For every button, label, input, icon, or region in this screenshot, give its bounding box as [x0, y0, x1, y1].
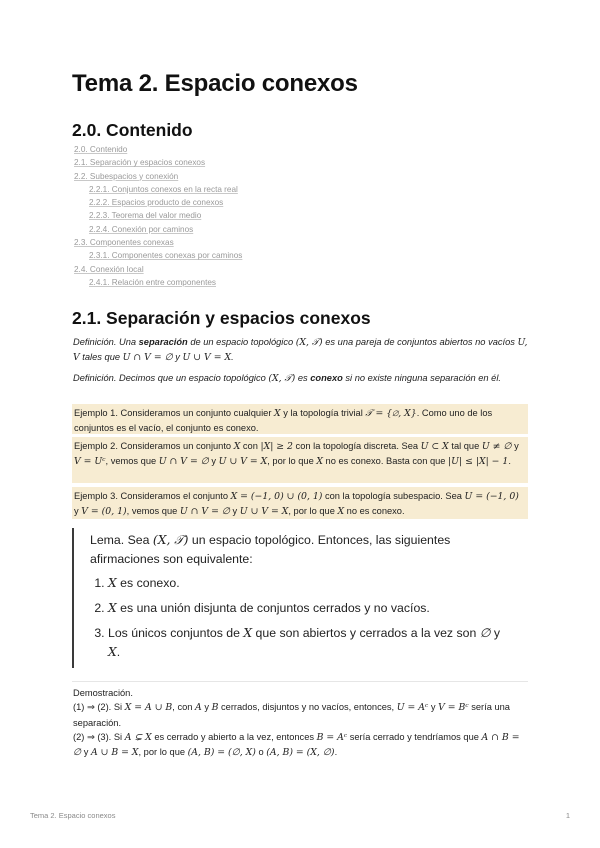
definition-conexo: Definición. Decimos que un espacio topológico (X, 𝒯) es conexo si no existe ninguna separación en él. [73, 373, 501, 384]
proof-divider [72, 681, 528, 682]
term-separation: separación [138, 337, 188, 347]
toc-link-2-4[interactable]: 2.4. Conexión local [74, 264, 144, 274]
lemma-list [90, 574, 502, 662]
proof-step-1: (1) ⇒ (2). Si X = A ∪ B, con A y B cerrados, disjuntos y no vacíos, entonces, U = Aᶜ y V = Bᶜ sería una separación. [73, 702, 510, 728]
term-conexo: conexo [310, 373, 343, 383]
lemma-statement: Lema. Sea (X, 𝒯) un espacio topológico. Entonces, las siguientes afirmaciones son equivalente: [90, 533, 451, 566]
table-of-contents [74, 143, 534, 289]
lemma-item-1: 1. X es conexo. [108, 574, 502, 593]
lemma-block [72, 528, 502, 668]
toc-link-2-2-3[interactable]: 2.2.3. Teorema del valor medio [89, 211, 202, 221]
contents-heading: 2.0. Contenido [72, 120, 193, 140]
toc-link-2-3[interactable]: 2.3. Componentes conexas [74, 238, 174, 248]
definition-separation: Definición. Una separación de un espacio topológico (X, 𝒯) es una pareja de conjuntos abiertos no vacíos U, V tales que U ∩ V = ∅ y U ∪ V = X. [73, 337, 528, 363]
toc-link-2-2[interactable]: 2.2. Subespacios y conexión [74, 171, 179, 181]
example-3: Ejemplo 3. Consideramos el conjunto X = (−1, 0) ∪ (0, 1) con la topología subespacio. Sea U = (−1, 0) y V = (0, 1), vemos que U ∩ V = ∅ y U ∪ V = X, por lo que X no es conexo. [72, 487, 528, 519]
toc-link-2-2-4[interactable]: 2.2.4. Conexión por caminos [89, 224, 194, 234]
section-heading: 2.1. Separación y espacios conexos [72, 308, 371, 328]
lemma-item-3: 3. Los únicos conjuntos de X que son abiertos y cerrados a la vez son ∅ y X. [108, 624, 502, 662]
toc-link-2-2-1[interactable]: 2.2.1. Conjuntos conexos en la recta real [89, 184, 238, 194]
lemma-item-2: 2. X es una unión disjunta de conjuntos cerrados y no vacíos. [108, 599, 502, 618]
proof-title: Demostración. [73, 688, 133, 698]
toc-link-2-3-1[interactable]: 2.3.1. Componentes conexas por caminos [89, 251, 243, 261]
example-1: Ejemplo 1. Consideramos un conjunto cualquier X y la topología trivial 𝒯 = {∅, X}. Como uno de los conjuntos es el vacío, el conjunto es conexo. [72, 404, 528, 434]
example-2: Ejemplo 2. Consideramos un conjunto X con |X| ≥ 2 con la topología discreta. Sea U ⊂ X tal que U ≠ ∅ y V = Uᶜ, vemos que U ∩ V = ∅ y U ∪ V = X, por lo que X no es conexo. Basta con que |U| ≤ |X| − 1. [72, 437, 528, 483]
page-number: 1 [565, 811, 570, 820]
toc-link-2-2-2[interactable]: 2.2.2. Espacios producto de conexos [89, 198, 224, 208]
toc-link-2-0[interactable]: 2.0. Contenido [74, 145, 128, 154]
proof-step-2: (2) ⇒ (3). Si A ⊊ X es cerrado y abierto a la vez, entonces B = Aᶜ sería cerrado y tendríamos que A ∩ B = ∅ y A ∪ B = X, por lo que (A, B) = (∅, X) o (A, B) = (X, ∅). [73, 731, 520, 759]
toc-link-2-4-1[interactable]: 2.4.1. Relación entre componentes [89, 277, 216, 287]
footer-title: Tema 2. Espacio conexos [30, 811, 116, 820]
document-title: Tema 2. Espacio conexos [72, 70, 358, 97]
proof-block [73, 686, 528, 760]
toc-link-2-1[interactable]: 2.1. Separación y espacios conexos [74, 158, 206, 168]
